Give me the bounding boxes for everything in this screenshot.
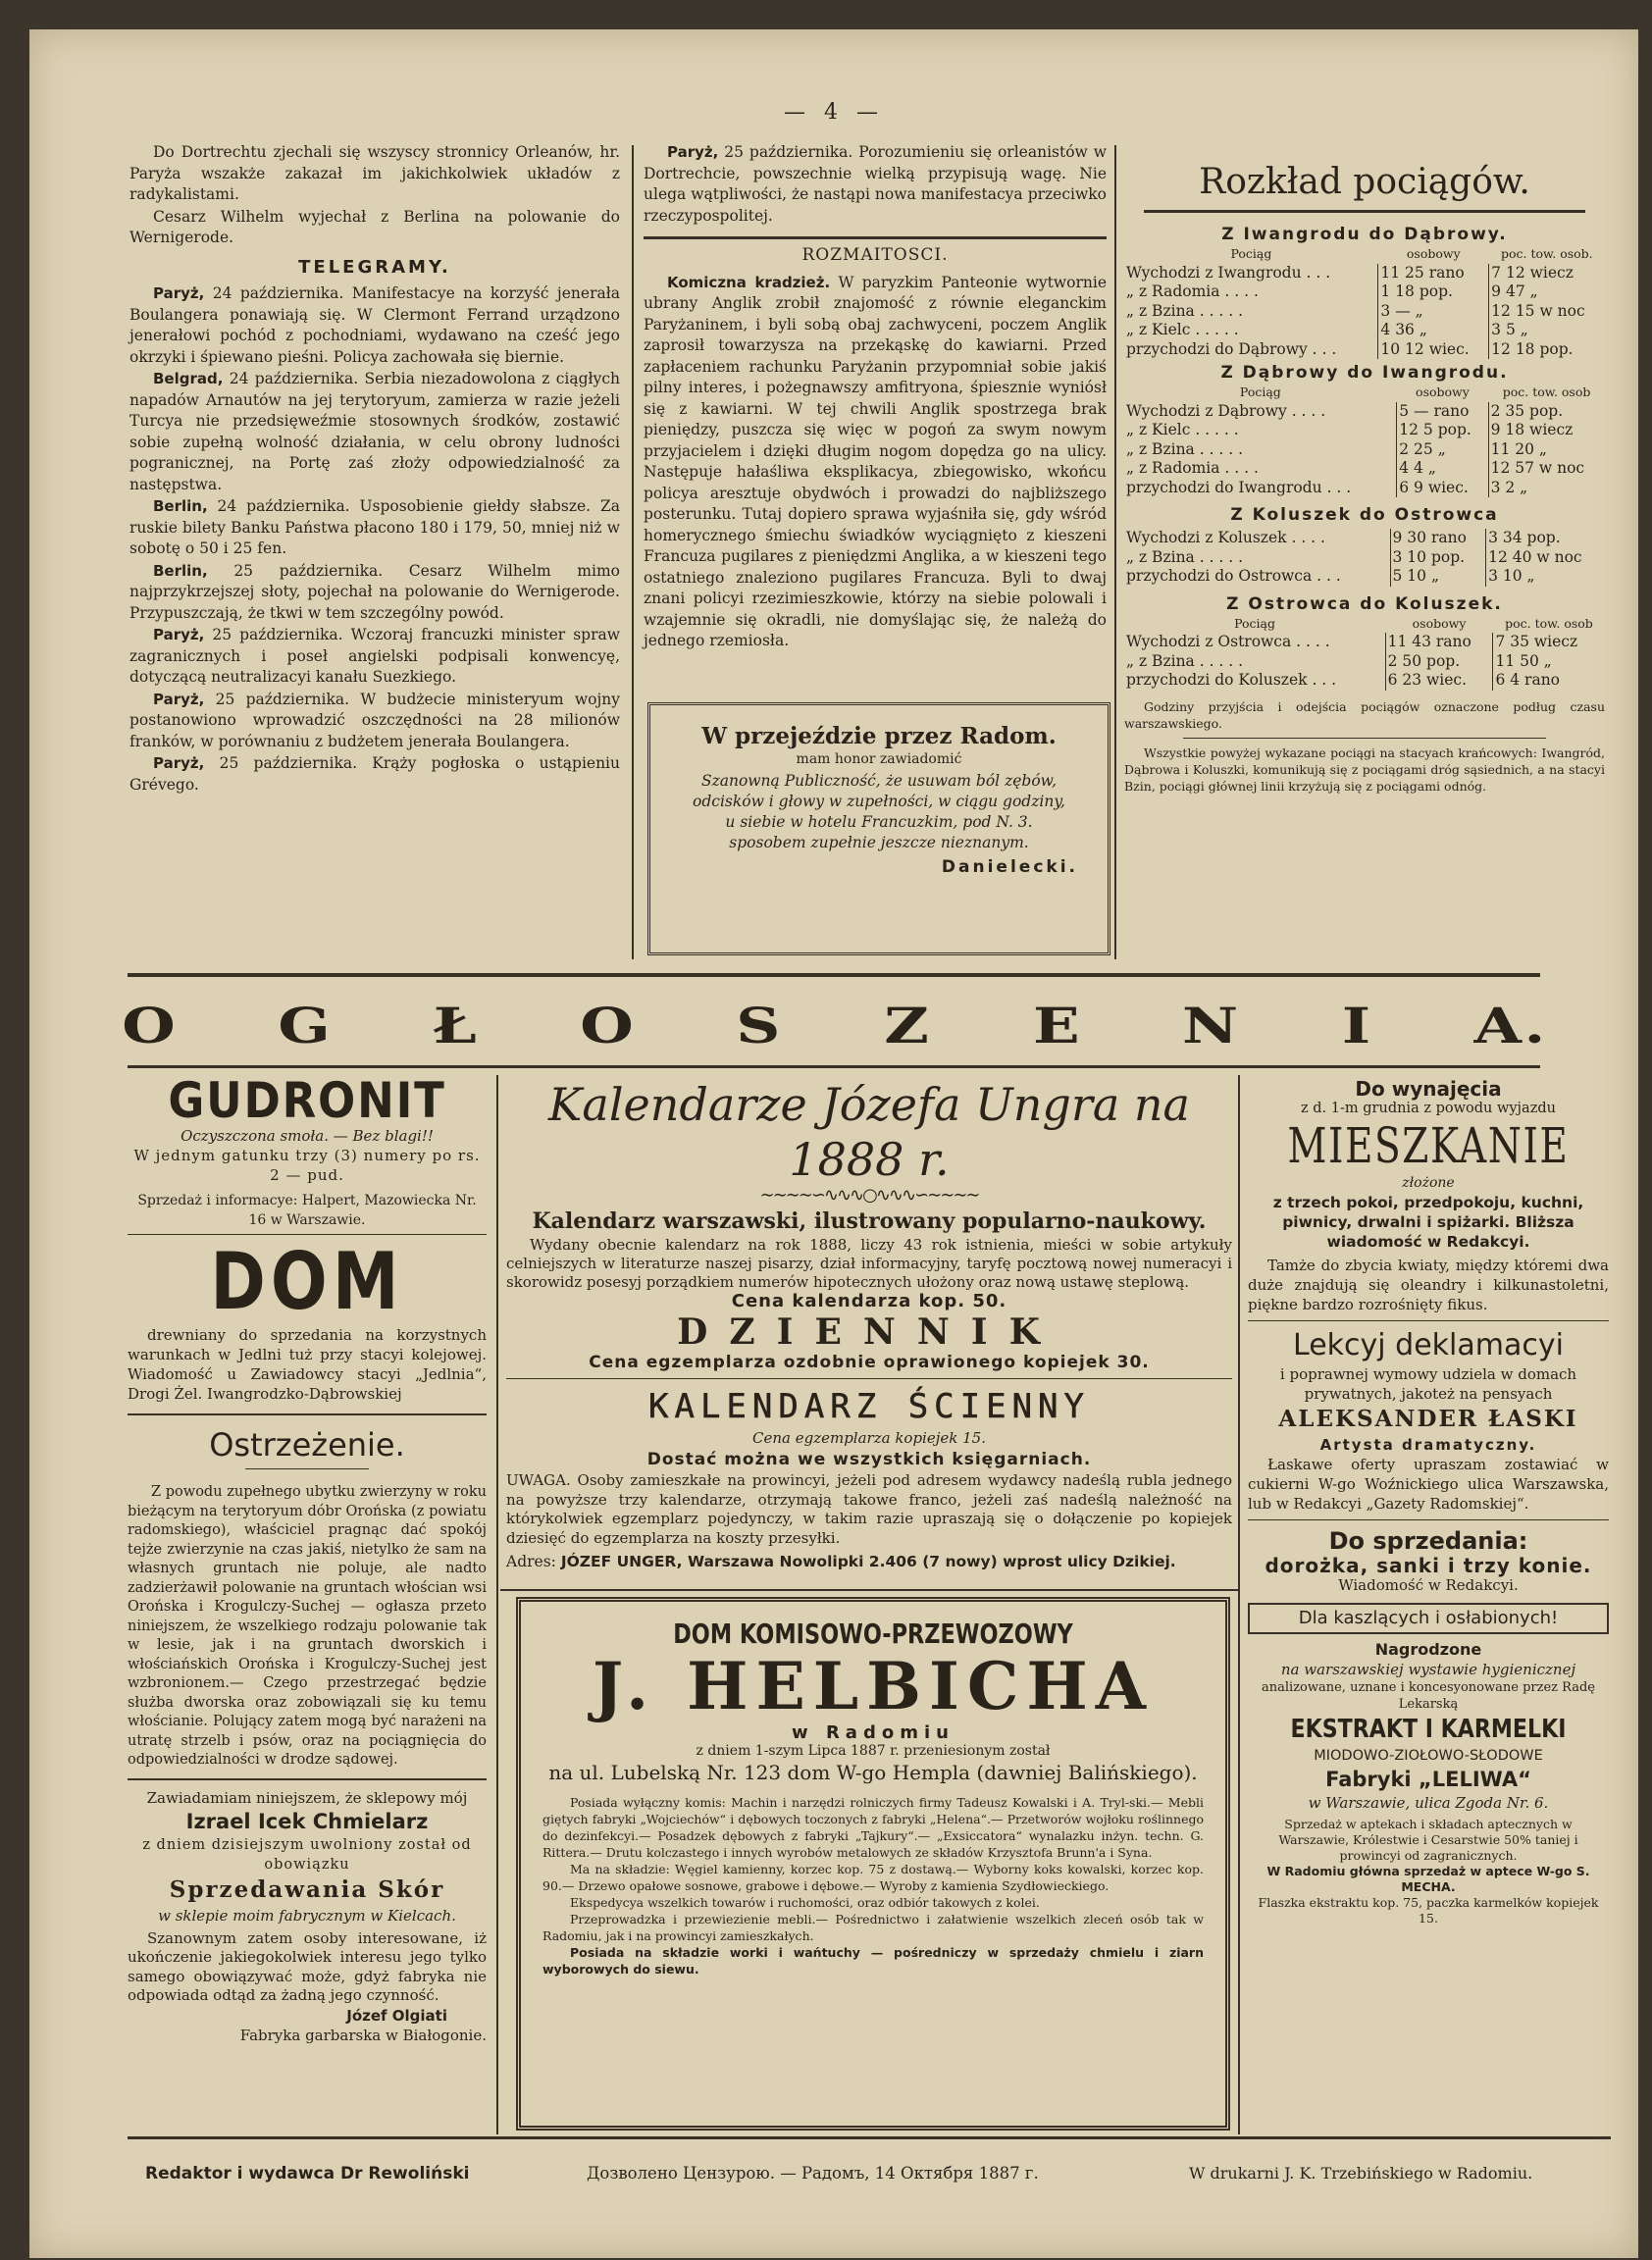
footer-printer: W drukarni J. K. Trzebińskiego w Radomiu. xyxy=(1189,2164,1533,2183)
zlozone: złożone xyxy=(1402,1175,1455,1191)
kaszel-box: Dla kaszlących i osłabionych! xyxy=(1248,1603,1609,1634)
news-paragraph: Cesarz Wilhelm wyjechał z Berlina na polowanie do Wernigerode. xyxy=(129,207,620,246)
telegram-item: Paryż, 25 października. Krąży pogłoska o ustąpieniu Grévego. xyxy=(129,754,620,794)
lekcyj-title: Lekcyj deklamacyi xyxy=(1293,1328,1564,1362)
helbich-ad-frame xyxy=(516,1597,1230,2131)
helbich-body: Posiada wyłączny komis: Machin i narzędzi rolniczych firmy Tadeusz Kowalski i A. Tryl-ski.— Mebli giętych fabryki „Wojciechów“ i dębowych toczonych z fabryki „Helena“.— Przetworów wojłoku roślinnego do dezinfekcyi.— Posadzek dębowych z fabryki „Tajkury“.— „Exsiccatora“ wynalazku inżyn. techn. G. Rittera.— Drutu kolczastego i innych wyrobów metalowych ze składów Krzysztofa Brunn'a i Syna. Ma na składzie: Węgiel kamienny, korzec kop. 75 z dostawą.— Wyborny koks kowalski, korzec kop. 90.— Drzewo opałowe sosnowe, grabowe i dębowe.— Wyroby z kamienia Szydłowieckiego. Ekspedycya wszelkich towarów i ruchomości, oraz odbiór takowych z kolei. Przeprowadzka i przewiezienie mebli.— Pośrednictwo i załatwienie wszelkich zleceń osób tak w Radomiu, jak i na prowincyi zamieszkałych. Posiada na składzie worki i wańtuchy — pośredniczy w sprzedaży chmielu i ziarn wyborowych do siewu. xyxy=(542,1795,1204,1977)
schedule-table: Pociąg osobowy poc. tow. osob Wychodzi z Ostrowca . . . . 11 43 rano 7 35 wiecz „ z Bzina . . . . . 2 50 pop. 11 50 „ przychodzi do Koluszek . . . 6 23 wiec. 6 4 rano xyxy=(1124,614,1605,691)
wynajecia-title: Do wynajęcia xyxy=(1355,1077,1502,1101)
page-number: — 4 — xyxy=(784,100,884,125)
ogloszenia-banner: O G Ł O S Z E N I A. xyxy=(122,996,1548,1054)
table-row: przychodzi do Ostrowca . . . 5 10 „ 3 10 „ xyxy=(1124,567,1605,587)
gudronit-sub: Oczyszczona smoła. — Bez blagi!! xyxy=(181,1127,434,1145)
rule xyxy=(128,2136,1611,2139)
rule xyxy=(1183,738,1546,739)
column-divider xyxy=(496,1075,498,2134)
ostrzezenie-body: Z powodu zupełnego ubytku zwierzyny w roku bieżącym na terytoryum dóbr Orońska (z powiatu radomskiego), właściciel pragnąc dać spokój tejże zwierzynie na czas jakiś, nietylko że sam na własnych gruntach nie poluje, ale nadto zadzierżawił polowanie na gruntach włościan wsi Orońska i Krogulczy-Suchej — ogłasza przeto niniejszem, że wszelkiego rodzaju polowanie tak w lesie, jak i na gruntach dworskich i włościańskich Orońska i Krogulczy-Suchej jest wzbronionem.— Czego przestrzegać będzie służba dworska oraz zobowiązali się ku temu włościanie. Polujący zatem mogą być narażeni na utratę strzelb i psów, oraz na pociągnięcia do odpowiedzialności w drodze sądowej. xyxy=(128,1484,487,1768)
uwaga: UWAGA. Osoby zamieszkałe na prowincyi, jeżeli pod adresem wydawcy nadeślą rubla jednego na powyższe trzy kalendarze, otrzymają takowe franco, jeżeli zaś nadeślą należność na którykolwiek egzemplarz pojedynczy, w takim razie upraszają się o dołączenie po kopiejek dziesięć do egzemplarza na koszty przesyłki. xyxy=(506,1471,1232,1547)
leliwa-body-2: W Radomiu główna sprzedaż w aptece W-go S. MECHA. xyxy=(1266,1864,1590,1894)
address: Adres: JÓZEF UNGER, Warszawa Nowolipki 2.406 (7 nowy) wprost ulicy Dzikiej. xyxy=(506,1553,1176,1570)
leliwa-title: Fabryki „LELIWA“ xyxy=(1325,1768,1531,1791)
ekstrakt-title: EKSTRAKT I KARMELKI xyxy=(1290,1715,1567,1744)
schedule-title: Rozkład pociągów. xyxy=(1199,162,1530,202)
notice-intro: Zawiadamiam niniejszem, że sklepowy mój xyxy=(146,1788,468,1807)
aleksander-sub: Artysta dramatyczny. xyxy=(1319,1436,1537,1454)
nagrodzone-sub: na warszawskiej wystawie hygienicznej xyxy=(1280,1661,1576,1678)
footer-editor: Redaktor i wydawca Dr Rewoliński xyxy=(145,2164,470,2183)
table-row: Wychodzi z Ostrowca . . . . 11 43 rano 7 35 wiecz xyxy=(1124,633,1605,652)
rule xyxy=(128,973,1540,977)
mieszkanie-body-2: Tamże do zbycia kwiaty, między któremi dwa duże znajdują się oleandry i kilkunastoletni, piękne bardzo rozrośnięty fikus. xyxy=(1248,1257,1609,1313)
notice-shop: Sprzedawania Skór xyxy=(169,1875,445,1903)
ads-right xyxy=(1248,1079,1609,1926)
helbich-top: DOM KOMISOWO-PRZEWOZOWY xyxy=(673,1618,1073,1650)
newspaper-page xyxy=(29,29,1638,2258)
telegram-item: Berlin, 24 października. Usposobienie giełdy słabsze. Za ruskie bilety Banku Państwa płacono 180 i 179, 50, mniej niż w sobotę o 50 i 25 fen. xyxy=(129,497,620,557)
column-divider xyxy=(1114,145,1116,959)
telegrams-heading: TELEGRAMY. xyxy=(298,256,451,278)
schedule-table: Pociąg osobowy poc. tow. osob. Wychodzi z Iwangrodu . . . 11 25 rano 7 12 wiecz „ z Radomia . . . . 1 18 pop. 9 47 „ „ z Bzina . . . . . 3 — „ 12 15 w noc „ z Kielc . . . . . 4 36 „ 3 5 „ przychodzi do Dąbrowy . . . 10 12 wiec. 12 18 pop. xyxy=(1124,244,1605,359)
wynajecia-sub: z d. 1-m grudnia z powodu wyjazdu xyxy=(1301,1101,1556,1116)
telegram-item: Paryż, 24 października. Manifestacye na korzyść jenerała Boulangera ponawiają się. W Clermont Ferrand urządzono jenerałowi pochód z pochodniami, wydawano na cześć jego okrzyki i śpiewano pieśni. Policya zachowała się biernie. xyxy=(129,284,620,366)
sprzedania-title: Do sprzedania: xyxy=(1328,1527,1528,1555)
gudronit-title: GUDRONIT xyxy=(168,1072,446,1129)
sprzedania-items: dorożka, sanki i trzy konie. xyxy=(1265,1554,1592,1577)
notice-body: Szanowną Publiczność, że usuwam ból zębów, odcisków i głowy w zupełności, w ciągu godziny, u siebie w hotelu Francuzkim, pod N. 3. sposobem zupełnie jeszcze nieznanym. xyxy=(693,772,1065,851)
story: Komiczna kradzież. W paryzkim Panteonie wytwornie ubrany Anglik zrobił znajomość z równie eleganckim Paryżaninem, i byli sobą obaj zachwyceni, poczem Anglik zaprosił towarzysza na przekąskę do kawiarni. Przed zapłaceniem rachunku Paryżanin przypomniał sobie jakiś pilny interes, i pożegnawszy amfitryona, śpiesznie wyniósł się z kawiarni. W tej chwili Anglik spostrzega brak pieniędzy, puszcza się więc w pogoń za swym nowym przyjacielem i dzięki długim nogom dopędza go na ulicy. Następuje hałaśliwa eksplikacya, zbiegowisko, wkońcu policya aresztuje obydwóch i prowadzi do najbliższego posterunku. Tutaj dopiero sprawa wyjaśniła się, gdy wśród homerycznego śmiechu świadków wyciągnięto z kieszeni Francuza pugilares z pieniędzmi Anglika, a w kieszeni tego ostatniego znaleziono pugilares Francuza. Byli to dwaj znani policyi rzezimieszkowie, którzy na siebie polowali i wzajemnie się okradli, nie domyślając się, że należą do jednego rzemiosła. xyxy=(644,273,1108,649)
table-row: Wychodzi z Iwangrodu . . . 11 25 rano 7 12 wiecz xyxy=(1124,264,1605,283)
gudronit-info: Sprzedaż i informacye: Halpert, Mazowiecka Nr. 16 w Warszawie. xyxy=(137,1193,477,1228)
nagrodzone-sub-2: analizowane, uznane i koncesyonowane przez Radę Lekarską xyxy=(1262,1680,1595,1712)
column-divider xyxy=(632,145,634,959)
scienny-title: KALENDARZ ŚCIENNY xyxy=(648,1387,1090,1426)
train-schedule xyxy=(1124,162,1605,795)
leliwa-body: Sprzedaż w aptekach i składach aptecznych w Warszawie, Królestwie i Cesarstwie 50% taniej i prowincyi od zagranicznych. xyxy=(1278,1817,1578,1863)
schedule-route-heading: Z Ostrowca do Koluszek. xyxy=(1226,593,1503,614)
notice-shop-sub: w sklepie moim fabrycznym w Kielcach. xyxy=(158,1906,456,1925)
kalendarze-title: Kalendarze Józefa Ungra na 1888 r. xyxy=(548,1078,1190,1186)
mieszkanie-title: MIESZKANIE xyxy=(1287,1117,1570,1174)
kalendarz-price: Cena kalendarza kop. 50. xyxy=(731,1291,1007,1311)
dziennik-title: DZIENNIK xyxy=(677,1311,1061,1353)
helbich-city: w Radomiu xyxy=(792,1722,955,1743)
table-row: „ z Bzina . . . . . 3 — „ 12 15 w noc xyxy=(1124,302,1605,322)
rozmaitosci-heading: ROZMAITOSCI. xyxy=(801,245,949,265)
ekstrakt-sub: MIODOWO-ZIOŁOWO-SŁODOWE xyxy=(1314,1748,1543,1764)
schedule-table: Pociąg osobowy poc. tow. osob Wychodzi z Dąbrowy . . . . 5 — rano 2 35 pop. „ z Kielc . . . . . 12 5 pop. 9 18 wiecz „ z Bzina . . . . . 2 25 „ 11 20 „ „ z Radomia . . . . 4 4 „ 12 57 w noc przychodzi do Iwangrodu . . . 6 9 wiec. 3 2 „ xyxy=(1124,383,1605,497)
schedule-note: Godziny przyjścia i odejścia pociągów oznaczone podług czasu warszawskiego. xyxy=(1124,698,1605,731)
notice-sub: mam honor zawiadomić xyxy=(796,751,962,767)
table-row: „ z Kielc . . . . . 4 36 „ 3 5 „ xyxy=(1124,321,1605,340)
scienny-price: Cena egzemplarza kopiejek 15. xyxy=(752,1429,986,1447)
nagrodzone: Nagrodzone xyxy=(1374,1640,1482,1659)
dentist-notice-frame xyxy=(647,702,1110,955)
table-row: „ z Radomia . . . . 4 4 „ 12 57 w noc xyxy=(1124,459,1605,479)
leliwa-address: w Warszawie, ulica Zgoda Nr. 6. xyxy=(1308,1794,1549,1812)
dziennik-price: Cena egzemplarza ozdobnie oprawionego kopiejek 30. xyxy=(589,1353,1150,1372)
leliwa-price: Flaszka ekstraktu kop. 75, paczka karmelków kopiejek 15. xyxy=(1258,1895,1599,1926)
sprzedania-info: Wiadomość w Redakcyi. xyxy=(1338,1576,1519,1594)
table-row: Wychodzi z Koluszek . . . . 9 30 rano 3 34 pop. xyxy=(1124,529,1605,548)
schedule-route-heading: Z Dąbrowy do Iwangrodu. xyxy=(1220,363,1509,383)
table-row: „ z Kielc . . . . . 12 5 pop. 9 18 wiecz xyxy=(1124,421,1605,440)
footer-censorship: Дозволено Цензурою. — Радомъ, 14 Октября 1887 г. xyxy=(587,2164,1039,2183)
table-row: przychodzi do Koluszek . . . 6 23 wiec. 6 4 rano xyxy=(1124,671,1605,691)
gudronit-body: W jednym gatunku trzy (3) numery po rs. 2 — pud. xyxy=(133,1147,481,1184)
ostrzezenie-title: Ostrzeżenie. xyxy=(209,1426,405,1464)
column-2 xyxy=(644,142,1107,653)
rule xyxy=(644,236,1107,239)
schedule-note: Wszystkie powyżej wykazane pociągi na stacyach krańcowych: Iwangród, Dąbrowa i Koluszki, komunikują się z pociągami dróg sąsiednich, a na stacyi Bzin, pociągi głównej linii krzyżują się z pociągami odnóg. xyxy=(1124,745,1605,794)
telegram-item: Berlin, 25 października. Cesarz Wilhelm mimo najprzykrzejszej słoty, pojechał na polowanie do Wernigerode. Przypuszczają, że tkwi w tem szczególny powód. xyxy=(129,561,620,622)
mieszkanie-body: z trzech pokoi, przedpokoju, kuchni, piwnicy, drwalni i spiżarki. Bliższa wiadomość w Redakcyi. xyxy=(1272,1194,1584,1251)
notice-signature: Józef Olgiati xyxy=(346,2006,447,2025)
helbich-name: J. HELBICHA xyxy=(593,1648,1154,1724)
notice-mid: z dniem dzisiejszym uwolniony został od obowiązku xyxy=(142,1836,472,1873)
rule xyxy=(1144,210,1585,213)
notice-body: Szanownym zatem osoby interesowane, iż ukończenie jakiegokolwiek interesu jego tylko samego obowiązywać może, gdyż fabryka nie odpowiada odtąd za żadną jego czynność. xyxy=(128,1928,487,2004)
dom-title: DOM xyxy=(210,1236,404,1327)
lekcyj-body: i poprawnej wymowy udziela w domach prywatnych, jakoteż na pensyach xyxy=(1279,1365,1577,1403)
table-row: Wychodzi z Dąbrowy . . . . 5 — rano 2 35 pop. xyxy=(1124,402,1605,422)
table-row: przychodzi do Iwangrodu . . . 6 9 wiec. 3 2 „ xyxy=(1124,479,1605,498)
kalendarz-body: Wydany obecnie kalendarz na rok 1888, liczy 43 rok istnienia, mieści w sobie artykuły celniejszych w literaturze naszej pisarzy, dział informacyjny, taryfę pocztową nowej numeracyi i skorowidz posesyj porządkiem numerów hipotecznych ułożony oraz nową ustawę steplową. xyxy=(506,1236,1232,1291)
rule xyxy=(128,1065,1540,1068)
notice-signature: Danielecki. xyxy=(941,857,1078,877)
notice-name: Izrael Icek Chmielarz xyxy=(185,1809,429,1833)
column-divider xyxy=(1238,1075,1240,2134)
helbich-address: na ul. Lubelską Nr. 123 dom W-go Hempla (dawniej Balińskiego). xyxy=(548,1761,1198,1784)
kalendarz-sub: Kalendarz warszawski, ilustrowany popularno-naukowy. xyxy=(532,1208,1207,1234)
notice-signature-2: Fabryka garbarska w Białogonie. xyxy=(239,2026,487,2044)
telegram-item: Paryż, 25 października. Wczoraj francuzki minister spraw zagranicznych i poseł angielski podpisali konwencyę, dotyczącą neutralizacyi kanału Suezkiego. xyxy=(129,626,620,686)
ads-left xyxy=(128,1072,487,2045)
ornament: ∼∼∼∼∽∿∿∿○∿∿∿∽∼∼∼∼ xyxy=(759,1185,979,1206)
aleksander-laski: ALEKSANDER ŁASKI xyxy=(1278,1406,1578,1432)
table-row: „ z Bzina . . . . . 3 10 pop. 12 40 w noc xyxy=(1124,548,1605,568)
news-paragraph: Do Dortrechtu zjechali się wszyscy stronnicy Orleanów, hr. Paryża wszakże zakazał im jakichkolwiek układów z radykalistami. xyxy=(129,143,620,203)
aleksander-body: Łaskawe oferty upraszam zostawiać w cukierni W-go Woźnickiego ulica Warszawska, lub w Redakcyi „Gazety Radomskiej“. xyxy=(1248,1456,1609,1513)
helbich-moved: z dniem 1-szym Lipca 1887 r. przeniesionym został xyxy=(696,1743,1051,1759)
column-1 xyxy=(129,142,620,796)
table-row: przychodzi do Dąbrowy . . . 10 12 wiec. 12 18 pop. xyxy=(1124,340,1605,360)
telegram-item: Belgrad, 24 października. Serbia niezadowolona z ciągłych napadów Arnautów na jej terytoryum, zamierza w razie jeżeli Turcya nie przedsięweźmie stosownych środków, zostawić sobie zupełną wolność działania, w celu obrony ludności pogranicznej, na Portę zaś złoży odpowiedzialność za następstwa. xyxy=(129,370,620,493)
schedule-route-heading: Z Koluszek do Ostrowca xyxy=(1230,505,1499,525)
telegram-item: Paryż, 25 października. W budżecie ministeryum wojny postanowiono wprowadzić oszczędności na 28 milionów franków, w porównaniu z budżetem jenerała Boulangera. xyxy=(129,690,620,750)
table-row: „ z Radomia . . . . 1 18 pop. 9 47 „ xyxy=(1124,282,1605,302)
schedule-table xyxy=(1124,529,1605,587)
telegram-item: Paryż, 25 października. Porozumieniu się orleanistów w Dortrechcie, powszechnie wielką przypisują wagę. Nie ulega wątpliwości, że nastąpi nowa manifestacya przeciwko rzeczypospolitej. xyxy=(644,143,1107,225)
dom-body: drewniany do sprzedania na korzystnych warunkach w Jedlni tuż przy stacyi kolejowej. Wiadomość u Zawiadowcy stacyi „Jedlnia“, Drogi Żel. Iwangrodzko-Dąbrowskiej xyxy=(128,1326,487,1403)
bookstores: Dostać można we wszystkich księgarniach. xyxy=(646,1450,1092,1469)
table-row: „ z Bzina . . . . . 2 25 „ 11 20 „ xyxy=(1124,440,1605,460)
table-row: „ z Bzina . . . . . 2 50 pop. 11 50 „ xyxy=(1124,652,1605,672)
ads-middle xyxy=(506,1077,1232,1571)
rule xyxy=(500,1589,1238,1591)
schedule-route-heading: Z Iwangrodu do Dąbrowy. xyxy=(1221,225,1508,244)
notice-title: W przejeździe przez Radom. xyxy=(701,723,1057,749)
